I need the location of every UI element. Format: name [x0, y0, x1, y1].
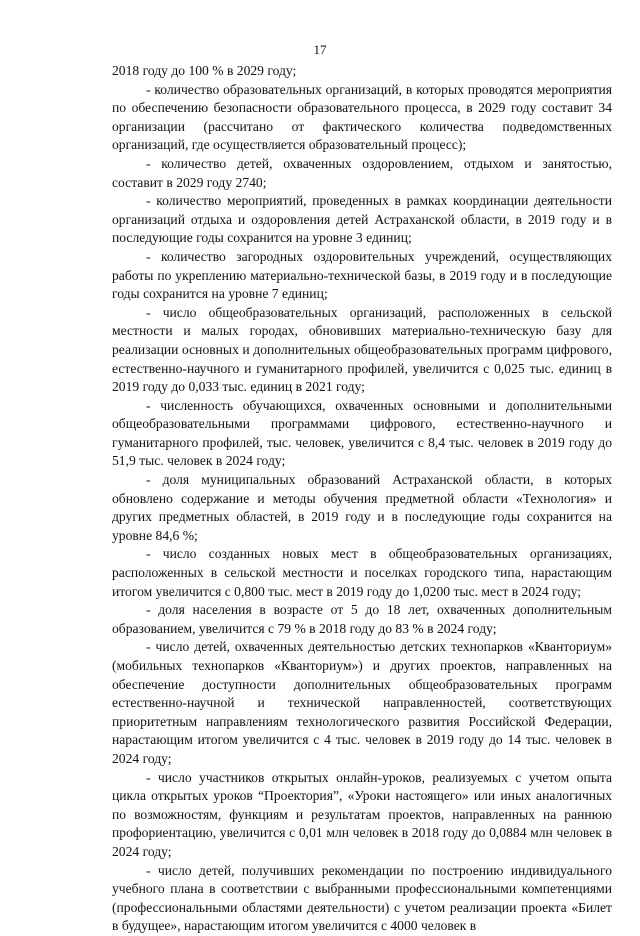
list-item: - доля муниципальных образований Астраханской области, в которых обновлено содержание и методы обучения предметной области «Технология» и других предметных областей, в 2019 году и в последующие годы сохранится на уровне 84,6 %; — [112, 472, 612, 543]
list-item: - количество образовательных организаций, в которых проводятся мероприятия по обеспечению безопасности образовательного процесса, в 2029 году составит 34 организации (рассчитано от фактического количества подведомственных организаций, где осуществляется образовательный процесс); — [112, 81, 612, 153]
paragraph-continuation: 2018 году до 100 % в 2029 году; — [112, 63, 297, 78]
document-body — [112, 62, 612, 936]
list-item: - число участников открытых онлайн-уроков, реализуемых с учетом опыта цикла открытых уроков “Проектория”, «Уроки настоящего» или иных аналогичных по возможностям, функциям и результатам проектов, направленных на раннюю профориентацию, увеличится с 0,01 млн человек в 2018 году до 0,0884 млн человек в 2024 году; — [112, 769, 612, 859]
list-item: - число детей, охваченных деятельностью детских технопарков «Кванториум» (мобильных технопарков «Кванториум») и других проектов, направленных на обеспечение доступности дополнительных общеобразовательных программ естественно-научной и технической направленностей, соответствующих приоритетным направлениям технологического развития Российской Федерации, нарастающим итогом увеличится с 4 тыс. человек в 2019 году до 14 тыс. человек в 2024 году; — [112, 639, 612, 766]
list-item: - численность обучающихся, охваченных основными и дополнительными общеобразовательными программами цифрового, естественно-научного и гуманитарного профилей, тыс. человек, увеличится с 8,4 тыс. человек в 2019 году до 51,9 тыс. человек в 2024 году; — [112, 397, 612, 469]
list-item: - число общеобразовательных организаций, расположенных в сельской местности и малых городах, обновивших материально-техническую базу для реализации основных и дополнительных общеобразовательных программ цифрового, естественно-научного и гуманитарного профилей, увеличится с 0,025 тыс. единиц в 2019 году до 0,033 тыс. единиц в 2021 году; — [112, 304, 612, 395]
list-item: - количество мероприятий, проведенных в рамках координации деятельности организаций отдыха и оздоровления детей Астраханской области, в 2019 году и в последующие годы сохранится на уровне 3 единиц; — [112, 193, 612, 246]
list-item: - доля населения в возрасте от 5 до 18 лет, охваченных дополнительным образованием, увеличится с 79 % в 2018 году до 83 % в 2024 году; — [112, 602, 612, 636]
list-item: - число детей, получивших рекомендации по построению индивидуального учебного плана в соответствии с выбранными профессиональными компетенциями (профессиональными областями деятельности) с учетом реализации проекта «Билет в будущее», нарастающим итогом увеличится с 4000 человек в — [112, 862, 612, 934]
page-number: 17 — [313, 42, 327, 57]
list-item: - количество загородных оздоровительных учреждений, осуществляющих работы по укреплению материально-технической базы, в 2019 году и в последующие годы сохранится на уровне 7 единиц; — [112, 248, 612, 302]
list-item: - количество детей, охваченных оздоровлением, отдыхом и занятостью, составит в 2029 году 2740; — [112, 155, 612, 190]
list-item: - число созданных новых мест в общеобразовательных организациях, расположенных в сельской местности и поселках городского типа, нарастающим итогом увеличится с 0,800 тыс. мест в 2019 году до 1,0200 тыс. мест в 2024 году; — [112, 546, 612, 599]
